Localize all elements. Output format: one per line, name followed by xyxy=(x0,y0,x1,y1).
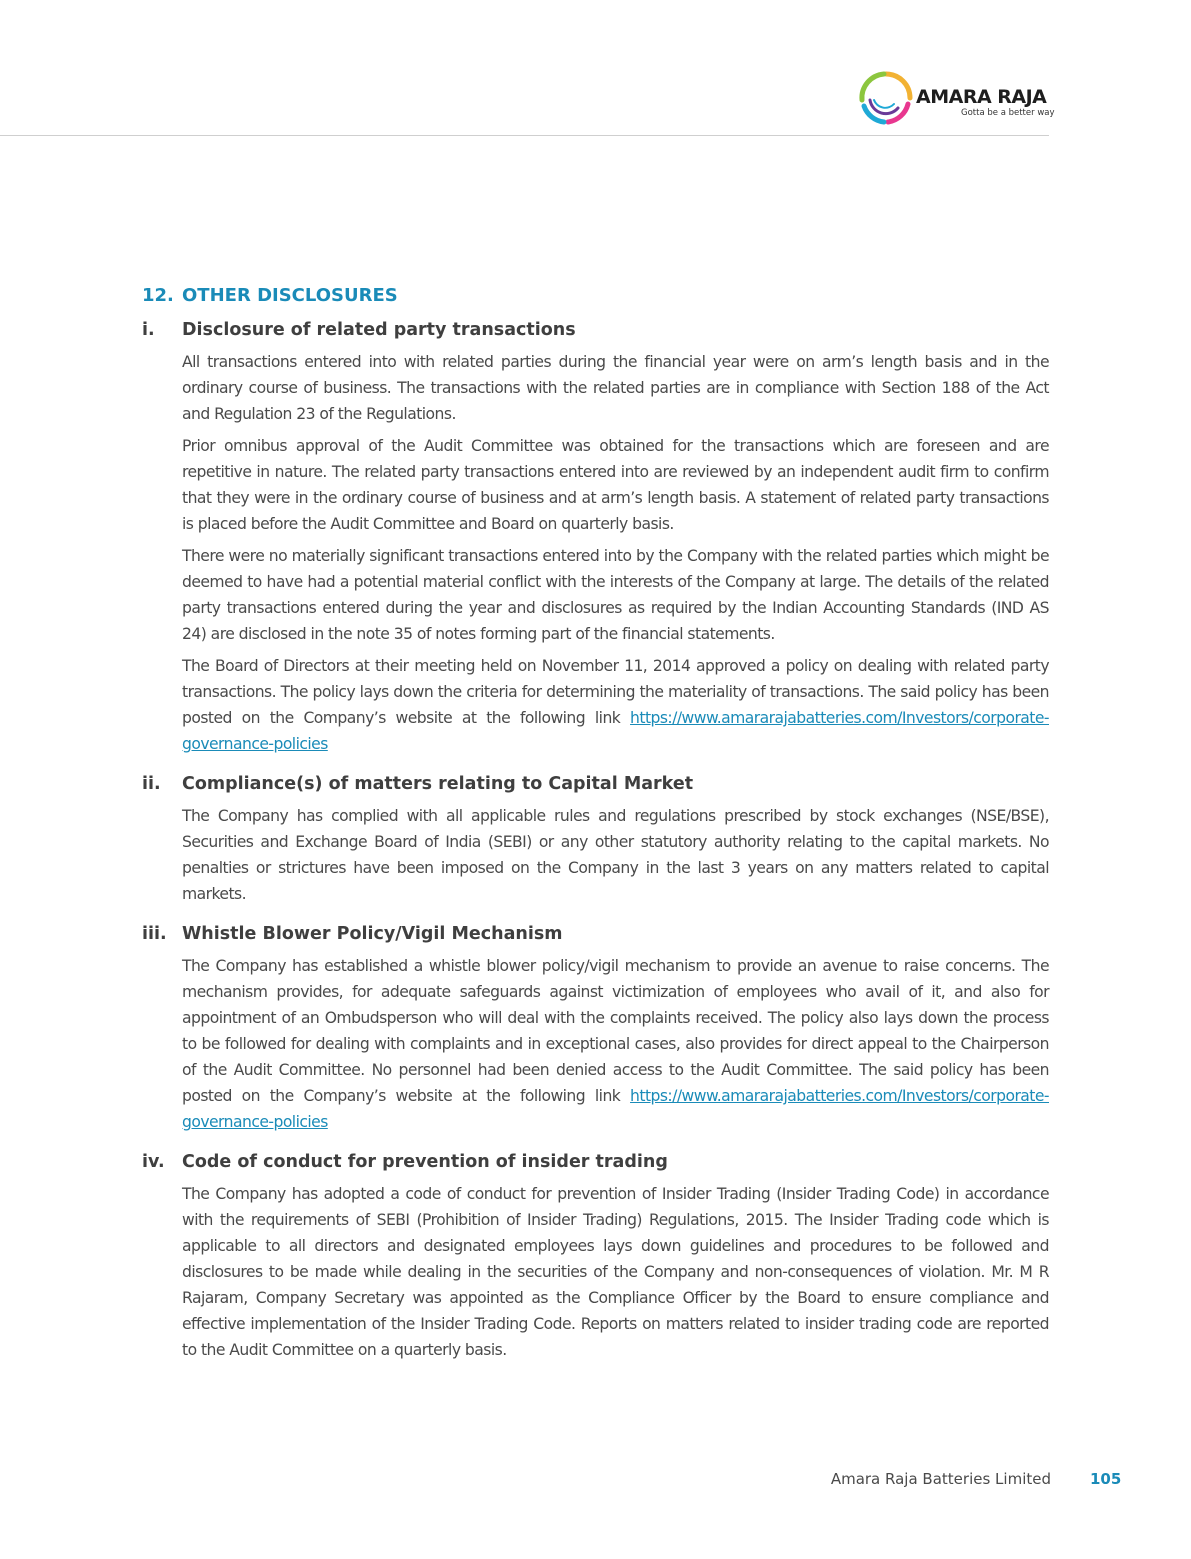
subsection-heading xyxy=(142,921,1049,947)
subsection-heading xyxy=(142,771,1049,797)
page-footer xyxy=(0,1470,1191,1494)
footer-company-name: Amara Raja Batteries Limited xyxy=(830,1470,1051,1488)
section-number: 12. xyxy=(142,285,174,306)
subsection-heading xyxy=(142,1149,1049,1175)
paragraph: All transactions entered into with related parties during the financial year were on arm’s length basis and in the ordinary course of business. The transactions with the related parties are in compliance with Section 188 of the Act and Regulation 23 of the Regulations. xyxy=(182,353,1049,423)
policy-link[interactable]: https://www.amararajabatteries.com/Investors/corporate-governance-policies xyxy=(182,1087,1049,1131)
paragraph: There were no materially significant transactions entered into by the Company with the related parties which might be deemed to have had a potential material conflict with the interests of the Company at large. The details of the related party transactions entered during the year and disclosures as required by the Indian Accounting Standards (IND AS 24) are disclosed in the note 35 of notes forming part of the financial statements. xyxy=(182,547,1049,643)
logo-swirl-icon xyxy=(858,70,914,126)
paragraph-with-link xyxy=(182,653,1049,757)
subsection-number: iii. xyxy=(142,924,167,944)
paragraph-text: The Company has established a whistle blower policy/vigil mechanism to provide an avenue to raise concerns. The mechanism provides, for adequate safeguards against victimization of employees who avail of it, and also for appointment of an Ombudsperson who will deal with the complaints received. The policy also lays down the process to be followed for dealing with complaints and in exceptional cases, also provides for direct appeal to the Chairperson of the Audit Committee. No personnel had been denied access to the Audit Committee. The said policy has been posted on the Company’s website at the following link xyxy=(182,957,1049,1105)
paragraph: The Company has adopted a code of conduct for prevention of Insider Trading (Insider Trading Code) in accordance with the requirements of SEBI (Prohibition of Insider Trading) Regulations, 2015. The Insider Trading code which is applicable to all directors and designated employees lays down guidelines and procedures to be followed and disclosures to be made while dealing in the securities of the Company and non-consequences of violation. Mr. M R Rajaram, Company Secretary was appointed as the Compliance Officer by the Board to ensure compliance and effective implementation of the Insider Trading Code. Reports on matters related to insider trading code are reported to the Audit Committee on a quarterly basis. xyxy=(182,1185,1049,1359)
subsection-title: Code of conduct for prevention of insider trading xyxy=(182,1152,668,1172)
paragraph-with-link xyxy=(182,953,1049,1135)
subsection-heading xyxy=(142,317,1049,343)
company-logo xyxy=(858,70,1058,126)
policy-link[interactable]: https://www.amararajabatteries.com/Investors/corporate-governance-policies xyxy=(182,709,1049,753)
subsection-title: Disclosure of related party transactions xyxy=(182,320,576,340)
main-content xyxy=(142,283,1049,1377)
subsection-number: iv. xyxy=(142,1152,165,1172)
section-title: OTHER DISCLOSURES xyxy=(182,285,398,306)
page-number: 105 xyxy=(1090,1470,1122,1488)
header-rule xyxy=(0,135,1049,136)
subsection-number: i. xyxy=(142,320,155,340)
subsection-number: ii. xyxy=(142,774,161,794)
logo-name: AMARA RAJA xyxy=(916,86,1047,108)
logo-tagline: Gotta be a better way xyxy=(961,108,1055,118)
subsection-whistle-blower xyxy=(142,921,1049,1135)
subsection-title: Compliance(s) of matters relating to Capital Market xyxy=(182,774,694,794)
paragraph: The Company has complied with all applicable rules and regulations prescribed by stock exchanges (NSE/BSE), Securities and Exchange Board of India (SEBI) or any other statutory authority relating to the capital markets. No penalties or strictures have been imposed on the Company in the last 3 years on any matters related to capital markets. xyxy=(182,807,1049,903)
subsection-related-party xyxy=(142,317,1049,757)
subsection-insider-trading xyxy=(142,1149,1049,1363)
section-heading xyxy=(142,283,1049,309)
paragraph: Prior omnibus approval of the Audit Committee was obtained for the transactions which are foreseen and are repetitive in nature. The related party transactions entered into are reviewed by an independent audit firm to confirm that they were in the ordinary course of business and at arm’s length basis. A statement of related party transactions is placed before the Audit Committee and Board on quarterly basis. xyxy=(182,437,1049,533)
subsection-title: Whistle Blower Policy/Vigil Mechanism xyxy=(182,924,563,944)
subsection-capital-market xyxy=(142,771,1049,907)
paragraph-text: The Board of Directors at their meeting held on November 11, 2014 approved a policy on dealing with related party transactions. The policy lays down the criteria for determining the materiality of transactions. The said policy has been posted on the Company’s website at the following link xyxy=(182,657,1049,727)
